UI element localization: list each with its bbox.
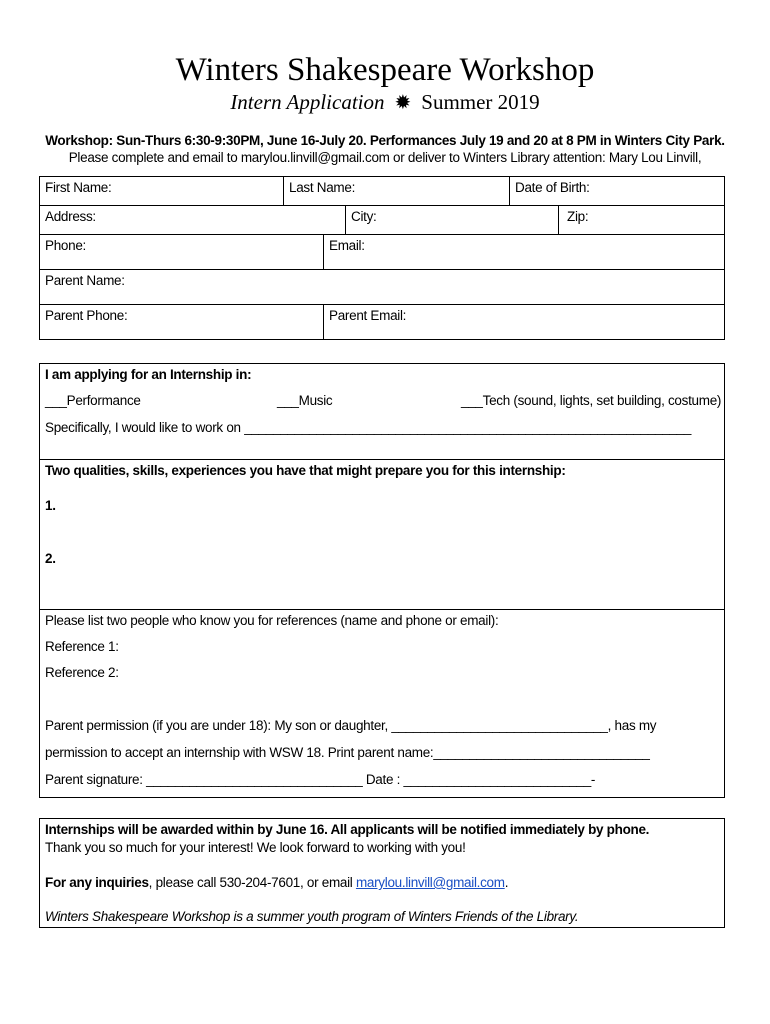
qualities-heading: Two qualities, skills, experiences you have that might prepare you for this internship:	[45, 463, 566, 478]
email-field[interactable]: Email:	[329, 238, 365, 253]
address-field[interactable]: Address:	[45, 209, 96, 224]
parent-permission-line[interactable]: Parent permission (if you are under 18): My son or daughter, ______________________________, has my	[45, 718, 657, 733]
grid-divider	[323, 304, 324, 340]
inquiries-bold: For any inquiries	[45, 875, 149, 890]
option-performance[interactable]: ___Performance	[45, 393, 141, 408]
workshop-schedule: Workshop: Sun-Thurs 6:30-9:30PM, June 16-July 20. Performances July 19 and 20 at 8 PM in Winters City Park.	[45, 133, 725, 148]
parent-email-field[interactable]: Parent Email:	[329, 308, 407, 323]
internship-section	[39, 363, 725, 798]
quality-item-2[interactable]: 2.	[45, 551, 56, 566]
grid-divider	[345, 205, 346, 234]
first-name-field[interactable]: First Name:	[45, 180, 112, 195]
internship-heading: I am applying for an Internship in:	[45, 367, 252, 382]
section-divider	[40, 459, 724, 460]
page-subtitle	[0, 90, 770, 115]
inquiries-text: , please call 530-204-7601, or email	[148, 875, 356, 890]
grid-divider	[40, 304, 724, 305]
phone-field[interactable]: Phone:	[45, 238, 86, 253]
page-title: Winters Shakespeare Workshop	[175, 52, 595, 88]
quality-item-1[interactable]: 1.	[45, 498, 56, 513]
last-name-field[interactable]: Last Name:	[289, 180, 356, 195]
grid-divider	[283, 177, 284, 205]
footer-section	[39, 818, 725, 928]
parent-permission-line-2[interactable]: permission to accept an internship with WSW 18. Print parent name:______________________________	[45, 745, 650, 760]
references-heading: Please list two people who know you for references (name and phone or email):	[45, 613, 499, 628]
inquiries-line	[45, 875, 508, 890]
subtitle-summer: Summer 2019	[421, 90, 540, 114]
submission-instructions: Please complete and email to marylou.linvill@gmail.com or deliver to Winters Library attention: Mary Lou Linvill,	[68, 150, 702, 165]
parent-phone-field[interactable]: Parent Phone:	[45, 308, 128, 323]
applicant-info-grid	[39, 176, 725, 340]
reference-1-field[interactable]: Reference 1:	[45, 639, 119, 654]
option-music[interactable]: ___Music	[277, 393, 333, 408]
parent-signature-line[interactable]: Parent signature: ______________________________ Date : __________________________-	[45, 772, 596, 787]
program-note: Winters Shakespeare Workshop is a summer youth program of Winters Friends of the Library.	[45, 909, 579, 924]
subtitle-intern-application: Intern Application	[230, 90, 385, 114]
grid-divider	[40, 269, 724, 270]
option-tech[interactable]: ___Tech (sound, lights, set building, costume)	[461, 393, 722, 408]
awarded-notice: Internships will be awarded within by June 16. All applicants will be notified immediately by phone.	[45, 822, 650, 837]
zip-field[interactable]: Zip:	[567, 209, 589, 224]
date-of-birth-field[interactable]: Date of Birth:	[515, 180, 590, 195]
inquiries-period: .	[504, 875, 509, 890]
grid-divider	[558, 205, 559, 234]
specifically-line[interactable]: Specifically, I would like to work on ______________________________________________________________	[45, 420, 692, 435]
reference-2-field[interactable]: Reference 2:	[45, 665, 119, 680]
grid-divider	[40, 234, 724, 235]
grid-divider	[40, 205, 724, 206]
grid-divider	[323, 234, 324, 269]
parent-name-field[interactable]: Parent Name:	[45, 273, 125, 288]
email-link[interactable]: marylou.linvill@gmail.com	[355, 875, 505, 890]
grid-divider	[509, 177, 510, 205]
thank-you-note: Thank you so much for your interest! We look forward to working with you!	[45, 840, 466, 855]
star-icon: ✹	[394, 92, 412, 114]
city-field[interactable]: City:	[351, 209, 377, 224]
section-divider	[40, 609, 724, 610]
